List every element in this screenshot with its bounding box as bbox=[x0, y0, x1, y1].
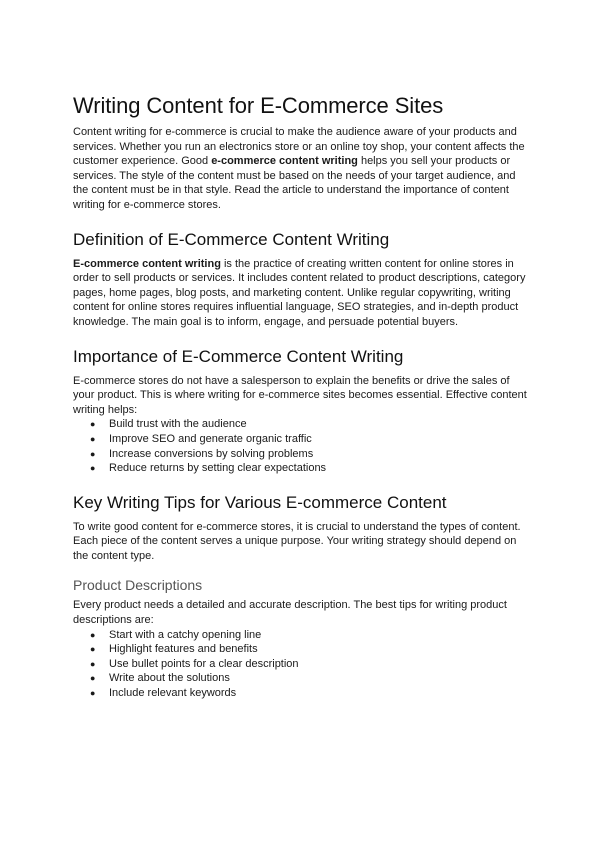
section-heading-key-tips: Key Writing Tips for Various E-commerce Content bbox=[73, 492, 447, 512]
list-item-text: Use bullet points for a clear description bbox=[109, 657, 299, 670]
intro-bold-term: e-commerce content writing bbox=[211, 155, 358, 168]
list-item-text: Highlight features and benefits bbox=[109, 643, 258, 656]
intro-text-1: Content writing for e-commerce is crucial to make the audience aware of your products and services. Whether you run an electronics store or an online toy shop, your content affects the customer experience. Good bbox=[73, 126, 525, 168]
list-item-text: Start with a catchy opening line bbox=[109, 628, 262, 641]
list-item bbox=[73, 657, 533, 672]
list-item bbox=[73, 642, 533, 657]
list-item-text: Include relevant keywords bbox=[109, 687, 237, 700]
bullet-icon: ● bbox=[90, 688, 96, 699]
bullet-icon: ● bbox=[90, 448, 96, 459]
product-descriptions-paragraph: Every product needs a detailed and accurate description. The best tips for writing product descriptions are: bbox=[73, 599, 507, 627]
list-item bbox=[73, 461, 533, 476]
list-item-text: Reduce returns by setting clear expectations bbox=[109, 462, 327, 475]
importance-list bbox=[73, 417, 533, 475]
list-item-text: Build trust with the audience bbox=[109, 418, 247, 431]
document-title: Writing Content for E-Commerce Sites bbox=[73, 93, 444, 118]
list-item bbox=[73, 432, 533, 447]
list-item-text: Write about the solutions bbox=[109, 672, 230, 685]
intro-paragraph bbox=[73, 125, 533, 213]
subheading-product-descriptions: Product Descriptions bbox=[73, 577, 203, 594]
definition-text: is the practice of creating written content for online stores in order to sell products or services. It includes content related to product descriptions, category pages, home pages, blog posts, and marketing content. Unlike regular copywriting, writing content for online stores requires influential language, SEO strategies, and in-depth product knowledge. The main goal is to inform, engage, and persuade potential buyers. bbox=[73, 257, 526, 328]
section-heading-importance: Importance of E-Commerce Content Writing bbox=[73, 346, 404, 366]
list-item bbox=[73, 628, 533, 643]
document-page bbox=[73, 92, 533, 701]
list-item-text: Increase conversions by solving problems bbox=[109, 447, 314, 460]
list-item bbox=[73, 671, 533, 686]
list-item bbox=[73, 417, 533, 432]
bullet-icon: ● bbox=[90, 419, 96, 430]
key-tips-paragraph: To write good content for e-commerce stores, it is crucial to understand the types of content. Each piece of the content serves a unique purpose. Your writing strategy should depend on the content type. bbox=[73, 520, 521, 562]
definition-paragraph bbox=[73, 257, 533, 330]
list-item bbox=[73, 447, 533, 462]
list-item-text: Improve SEO and generate organic traffic bbox=[109, 432, 312, 445]
definition-bold-term: E-commerce content writing bbox=[73, 257, 221, 270]
product-descriptions-list bbox=[73, 628, 533, 701]
bullet-icon: ● bbox=[90, 433, 96, 444]
bullet-icon: ● bbox=[90, 658, 96, 669]
bullet-icon: ● bbox=[90, 673, 96, 684]
list-item bbox=[73, 686, 533, 701]
importance-paragraph: E-commerce stores do not have a salesperson to explain the benefits or drive the sales of your product. This is where writing for e-commerce sites becomes essential. Effective content writing helps: bbox=[73, 374, 527, 416]
intro-text-2: helps you sell your products or services. The style of the content must be based on the needs of your target audience, and the content must be in that style. Read the article to understand the importance of content writing for e-commerce stores. bbox=[73, 155, 516, 211]
section-heading-definition: Definition of E-Commerce Content Writing bbox=[73, 229, 390, 249]
bullet-icon: ● bbox=[90, 629, 96, 640]
bullet-icon: ● bbox=[90, 463, 96, 474]
bullet-icon: ● bbox=[90, 644, 96, 655]
